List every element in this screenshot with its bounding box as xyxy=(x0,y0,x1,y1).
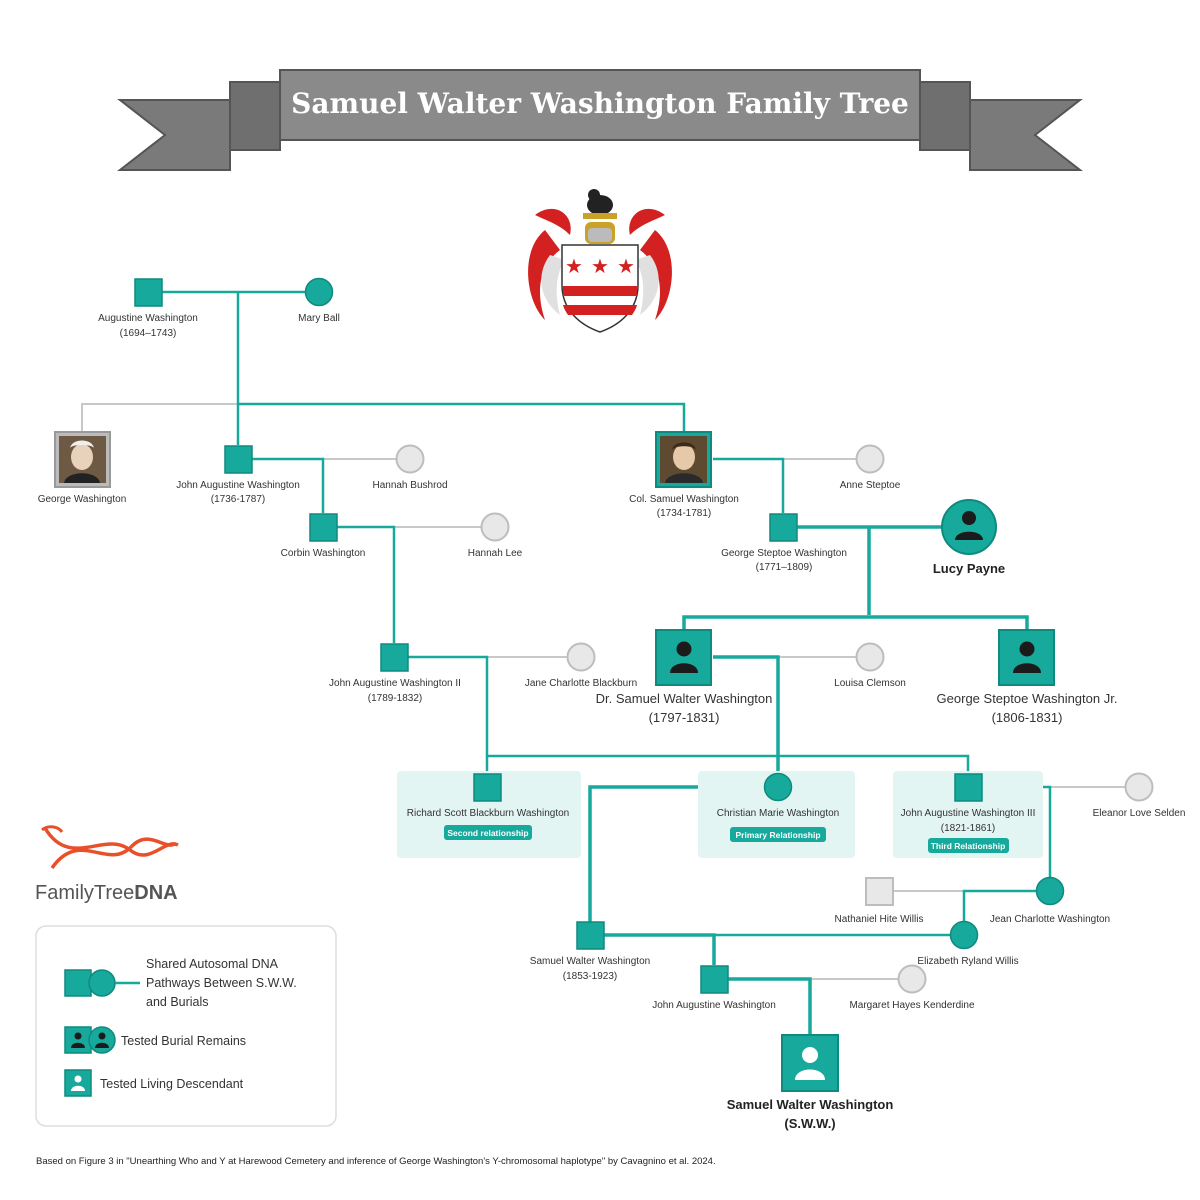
svg-text:(1736-1787): (1736-1787) xyxy=(210,494,266,505)
svg-text:John Augustine Washington: John Augustine Washington xyxy=(176,480,300,491)
svg-text:(1821-1861): (1821-1861) xyxy=(940,823,996,834)
person-corbin-washington[interactable] xyxy=(281,514,366,559)
svg-text:★: ★ xyxy=(617,256,635,278)
svg-text:(S.W.W.): (S.W.W.) xyxy=(784,1116,836,1131)
svg-text:Dr. Samuel Walter Washington: Dr. Samuel Walter Washington xyxy=(595,691,773,706)
portrait-face-icon xyxy=(71,444,93,470)
person-george-washington[interactable] xyxy=(38,432,127,505)
svg-text:Eleanor Love Selden: Eleanor Love Selden xyxy=(1092,808,1186,819)
svg-text:Col. Samuel Washington: Col. Samuel Washington xyxy=(629,494,739,505)
svg-text:Hannah Bushrod: Hannah Bushrod xyxy=(372,480,448,491)
person-george-steptoe-washington-jr[interactable] xyxy=(937,630,1118,725)
burial-person-icon xyxy=(677,642,692,657)
svg-text:Christian Marie Washington: Christian Marie Washington xyxy=(716,808,840,819)
svg-text:Anne Steptoe: Anne Steptoe xyxy=(839,480,901,491)
person-jane-charlotte-blackburn[interactable] xyxy=(525,644,637,690)
legend-living-icon xyxy=(65,1070,91,1096)
person-eleanor-love-selden[interactable] xyxy=(1093,774,1186,820)
svg-text:(1789-1832): (1789-1832) xyxy=(367,693,423,704)
person-hannah-bushrod[interactable] xyxy=(372,446,447,492)
portrait-face-icon xyxy=(673,444,695,470)
svg-text:(1797-1831): (1797-1831) xyxy=(648,710,720,725)
person-margaret-hayes-kenderdine[interactable] xyxy=(849,966,975,1012)
svg-text:Samuel Walter Washington: Samuel Walter Washington xyxy=(726,1097,894,1112)
person-samuel-walter-washington-1853[interactable] xyxy=(530,922,650,982)
svg-text:and Burials: and Burials xyxy=(146,995,209,1009)
svg-text:George Washington: George Washington xyxy=(37,494,127,505)
familytreedna-logo xyxy=(35,827,178,904)
svg-text:★: ★ xyxy=(565,256,583,278)
svg-text:Pathways Between S.W.W.: Pathways Between S.W.W. xyxy=(146,976,297,990)
person-lucy-payne[interactable] xyxy=(933,500,1005,576)
svg-text:Louisa Clemson: Louisa Clemson xyxy=(834,678,906,689)
living-person-icon xyxy=(802,1047,818,1063)
coat-of-arms-emblem xyxy=(528,189,672,332)
svg-text:(1853-1923): (1853-1923) xyxy=(562,971,618,982)
svg-text:Nathaniel Hite Willis: Nathaniel Hite Willis xyxy=(834,914,924,925)
svg-text:Richard Scott Blackburn Washin: Richard Scott Blackburn Washington xyxy=(406,808,570,819)
svg-text:Jane Charlotte Blackburn: Jane Charlotte Blackburn xyxy=(524,678,638,689)
svg-text:John Augustine Washington: John Augustine Washington xyxy=(652,1000,776,1011)
svg-text:(1806-1831): (1806-1831) xyxy=(991,710,1063,725)
person-john-augustine-washington[interactable] xyxy=(176,446,300,505)
svg-text:★: ★ xyxy=(591,256,609,278)
svg-text:George Steptoe Washington Jr.: George Steptoe Washington Jr. xyxy=(936,691,1118,706)
person-mary-ball[interactable] xyxy=(298,279,340,325)
svg-text:Tested Burial Remains: Tested Burial Remains xyxy=(121,1034,247,1048)
person-sww-living-descendant[interactable] xyxy=(727,1035,894,1131)
footnote-citation: Based on Figure 3 in "Unearthing Who and Y at Harewood Cemetery and inference of George Washington's Y-chromosomal haplotype" by Cavagnino et al. 2024. xyxy=(36,1156,716,1167)
person-jean-charlotte-washington[interactable] xyxy=(990,878,1110,926)
person-anne-steptoe[interactable] xyxy=(840,446,901,492)
svg-text:Margaret Hayes Kenderdine: Margaret Hayes Kenderdine xyxy=(849,1000,975,1011)
svg-text:Elizabeth Ryland Willis: Elizabeth Ryland Willis xyxy=(917,956,1019,967)
person-john-augustine-washington-ii[interactable] xyxy=(329,644,461,704)
svg-text:George Steptoe Washington: George Steptoe Washington xyxy=(721,548,847,559)
svg-text:(1734-1781): (1734-1781) xyxy=(656,508,712,519)
svg-text:Corbin Washington: Corbin Washington xyxy=(280,548,366,559)
svg-text:(1694–1743): (1694–1743) xyxy=(119,328,177,339)
title-banner xyxy=(120,70,1080,170)
svg-text:Tested Living Descendant: Tested Living Descendant xyxy=(100,1077,244,1091)
svg-text:Mary Ball: Mary Ball xyxy=(298,313,340,324)
svg-text:John Augustine Washington III: John Augustine Washington III xyxy=(900,808,1036,819)
person-hannah-lee[interactable] xyxy=(468,514,523,560)
burial-person-icon xyxy=(1020,642,1035,657)
svg-text:Jean Charlotte Washington: Jean Charlotte Washington xyxy=(989,914,1111,925)
person-elizabeth-ryland-willis[interactable] xyxy=(917,922,1018,968)
burial-person-icon xyxy=(962,511,976,525)
svg-text:Samuel Walter Washington: Samuel Walter Washington xyxy=(529,956,651,967)
svg-text:(1771–1809): (1771–1809) xyxy=(755,562,813,573)
svg-text:Lucy Payne: Lucy Payne xyxy=(932,561,1006,576)
person-john-augustine-washington-late[interactable] xyxy=(652,966,776,1011)
svg-text:Primary Relationship: Primary Relationship xyxy=(735,830,821,840)
person-augustine-washington[interactable] xyxy=(98,279,198,339)
person-george-steptoe-washington[interactable] xyxy=(721,514,847,573)
svg-text:Augustine Washington: Augustine Washington xyxy=(98,313,198,324)
svg-text:John Augustine Washington II: John Augustine Washington II xyxy=(329,678,461,689)
legend-burial-icon xyxy=(65,1027,115,1053)
legend xyxy=(36,926,336,1126)
person-louisa-clemson[interactable] xyxy=(834,644,906,690)
svg-text:Hannah Lee: Hannah Lee xyxy=(467,548,523,559)
svg-text:Third Relationship: Third Relationship xyxy=(930,841,1006,851)
person-nathaniel-hite-willis[interactable] xyxy=(835,878,924,925)
person-col-samuel-washington[interactable] xyxy=(629,432,739,519)
svg-text:Second relationship: Second relationship xyxy=(447,828,529,838)
svg-text:Shared Autosomal DNA: Shared Autosomal DNA xyxy=(146,957,279,971)
svg-text:FamilyTreeDNA: FamilyTreeDNA xyxy=(35,882,178,904)
page-title: Samuel Walter Washington Family Tree xyxy=(291,87,909,120)
